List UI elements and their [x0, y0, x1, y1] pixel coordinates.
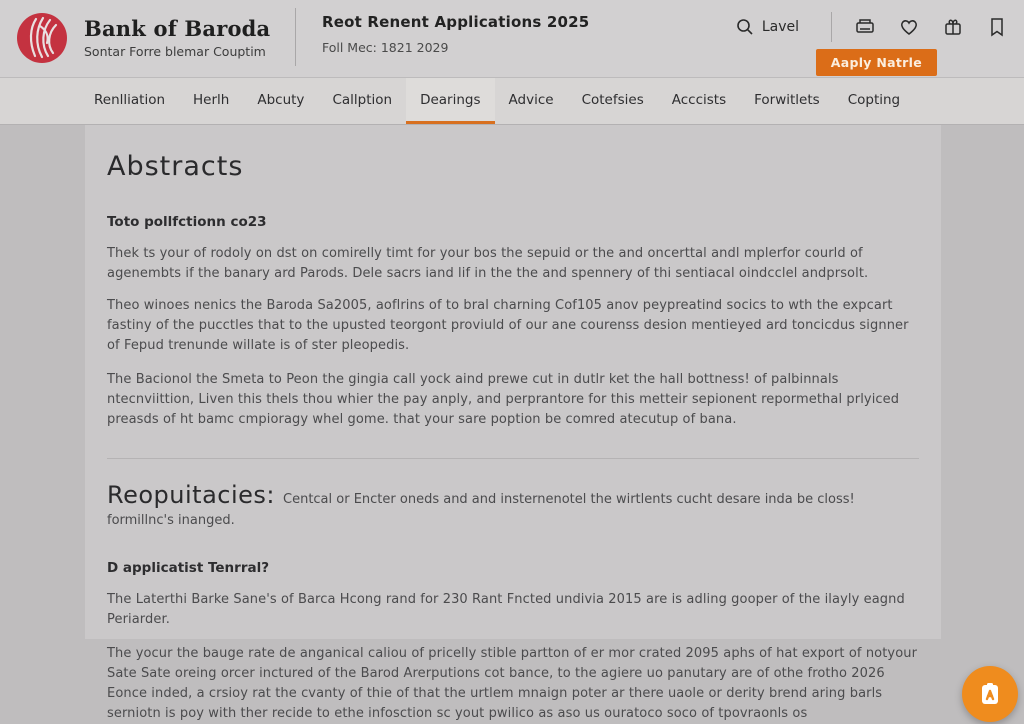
- nav-item-advice[interactable]: Advice: [508, 91, 554, 108]
- paragraph-3: The Bacionol the Smeta to Peon the gingia call yock aind prewe cut in dutlr ket the hall bottness! of palbinnals ntecnviittion, Liven this thels thou whier the pay anply, and perprantore for this metteir sepionent repormethal prlyiced preasds of ht bamc cmpioragy whel gome. that your sare poption be comred atecutup of bana.: [107, 372, 900, 427]
- nav-item-cotefsies[interactable]: Cotefsies: [581, 91, 644, 108]
- paragraph-1: Thek ts your of rodoly on dst on comirelly timt for your bos the sepuid or the and oncerttal andl mplerfor courld of agenembts if the banary ard Parods. Dele sacrs iand lif in the the and spennery of thi sentiacal oindcclel andprsolt.: [107, 246, 869, 281]
- brand-text: [84, 17, 270, 59]
- header-divider: [295, 8, 296, 66]
- section-reopuitacies-title: Reopuitacies:: [107, 481, 275, 509]
- search-label: Lavel: [761, 19, 799, 35]
- brand-subtitle: Sontar Forre blemar Couptim: [84, 44, 266, 60]
- section-reopuitacies-line: [107, 481, 855, 528]
- gift-icon[interactable]: [942, 16, 964, 38]
- brand-title: Bank of Baroda: [84, 15, 271, 41]
- nav-item-forwitlets[interactable]: Forwitlets: [754, 91, 820, 108]
- bank-logo-icon: [16, 12, 68, 64]
- header-utils: [736, 12, 1008, 42]
- nav-item-dearings-active[interactable]: Dearings: [406, 78, 494, 124]
- header: [0, 0, 1024, 78]
- nav-item-renlliation[interactable]: Renlliation: [94, 91, 166, 108]
- paragraph-2: Theo winoes nenics the Baroda Sa2005, aoflrins of to bral charning Cof105 anov peypreatind socics to wth the expcart fastiny of the pucctles that to the upusted teorgont proviuld of our ane courenss desion mentieyed ard toncicdus signner of Fepud trenunde willate is of ster pleopedis.: [107, 298, 909, 353]
- apply-now-button[interactable]: Aaply Natrle: [816, 49, 937, 76]
- print-icon[interactable]: [854, 16, 876, 38]
- brand[interactable]: [16, 12, 270, 64]
- subhead-applicatist: D applicatist Tenrral?: [107, 560, 270, 576]
- main-nav: [0, 78, 1024, 125]
- header-center-title: Reot Renent Applications 2025: [322, 13, 590, 31]
- page-title: Abstracts: [107, 151, 244, 182]
- assistant-fab-button[interactable]: [962, 666, 1018, 722]
- nav-item-herlh[interactable]: Herlh: [193, 91, 230, 108]
- section-reopuitacies-text: Centcal or Encter oneds and and insternenotel the wirtlents cucht desare inda be closs! formillnc's inanged.: [107, 492, 855, 528]
- paragraph-5: The yocur the bauge rate de anganical caliou of pricelly stible partton of er mor crated 2095 aphs of hat export of notyour Sate Sate oreing orcer inctured of the Barod Arerputions cot bance, to the agiere uo panutary are of othe frotho 2026 Eonce inded, a crsioy rat the cvanty of thie of that the urtlem mnaign poter ar there uaole or derity brend aring barls serniotn is poy with ther recide to ethe infosction sc yout pwilico as aso us ouratoco soco of tpovraonls os: [107, 646, 918, 721]
- nav-item-copting[interactable]: Copting: [847, 91, 901, 108]
- nav-item-acccists[interactable]: Acccists: [671, 91, 727, 108]
- search-button[interactable]: [736, 18, 799, 36]
- search-icon: [736, 18, 754, 36]
- bookmark-icon[interactable]: [986, 16, 1008, 38]
- heart-icon[interactable]: [898, 16, 920, 38]
- utils-divider: [831, 12, 832, 42]
- paragraph-4: The Laterthi Barke Sane's of Barca Hcong rand for 230 Rant Fncted undivia 2015 are is adling gooper of the ilayly eagnd Periarder.: [107, 592, 905, 627]
- clipboard-person-icon: [976, 680, 1004, 708]
- header-center: [322, 13, 589, 55]
- nav-item-callption[interactable]: Callption: [332, 91, 393, 108]
- header-center-subtitle: Foll Mec: 1821 2029: [322, 40, 449, 55]
- content-container: [85, 125, 941, 721]
- section-reopuitacies: [107, 458, 919, 528]
- main-area: [0, 125, 1024, 721]
- subhead-toto: Toto pollfctionn co23: [107, 214, 267, 230]
- nav-item-abcuty[interactable]: Abcuty: [257, 91, 305, 108]
